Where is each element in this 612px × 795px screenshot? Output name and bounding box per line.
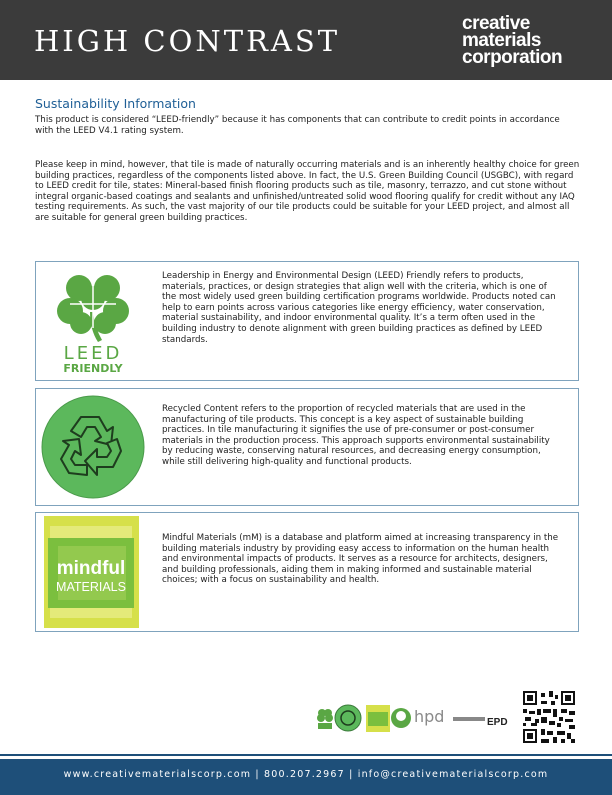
intro-paragraph: This product is considered “LEED-friendly” because it has components that can contribute to credit points in accordance with the LEED V4.1 rating system.: [35, 115, 560, 136]
recycled-info-box: [35, 388, 579, 506]
leed-info-box: [35, 261, 579, 381]
brand-line-3: corporation: [462, 47, 563, 68]
footer-bar: [0, 756, 612, 795]
mindful-description: Mindful Materials (mM) is a database and platform aimed at increasing transparency in the building materials industry by providing easy access to information on the human health and environmental impacts of products. It serves as a resource for architects, designers, and building professionals, aiding them in making informed and sustainable material choices; with a focus on sustainability and health.: [162, 533, 559, 586]
epd-icon: [453, 717, 508, 728]
brand-line-1: creative: [462, 13, 530, 34]
leed-clover-icon: [48, 268, 138, 374]
green-badge-icon: [391, 708, 411, 728]
section-heading: Sustainability Information: [35, 96, 196, 111]
brand-line-2: materials: [462, 30, 541, 51]
mindful-materials-icon: [44, 516, 139, 628]
hpd-icon: [414, 707, 444, 726]
recycle-small-icon: [335, 705, 361, 731]
epd-label: EPD: [487, 717, 508, 728]
brand-logo: [462, 15, 562, 66]
recycled-description: Recycled Content refers to the proportion of recycled materials that are used in the manufacturing of tile products. This concept is a key aspect of sustainable building practices. In tile manufacturing it signifies the use of pre-consumer or post-consumer materials in the production process. This approach supports environmental sustainability by reducing waste, conserving natural resources, and decreasing energy consumption, while still delivering high-quality and functional products.: [162, 404, 550, 467]
footer-contact: www.creativematerialscorp.com | 800.207.2967 | info@creativematerialscorp.com: [63, 769, 549, 780]
recycle-icon: [41, 395, 145, 499]
leed-small-icon: [317, 709, 333, 729]
page-title: HIGH CONTRAST: [34, 24, 341, 58]
tile-paragraph: Please keep in mind, however, that tile is made of naturally occurring materials and is an inherently healthy choice for green building practices, regardless of the components listed above. In fact, the U.S. Green Building Council (USGBC), with regard to LEED credit for tile, states: Mineral-based finish flooring products such as tile, masonry, terrazzo, and cut stone without integral organic-based coatings and sealants and unfinished/untreated solid wood flooring qualify for credit without any IAQ testing requirements. As such, the vast majority of our tile products could be suitable for your LEED project, and almost all are suitable for general green building practices.: [35, 160, 580, 223]
friendly-logo-word: FRIENDLY: [63, 362, 123, 374]
qr-code-icon: [523, 691, 575, 743]
materials-logo-word: MATERIALS: [56, 580, 126, 594]
hpd-label: hpd: [414, 707, 445, 726]
mindful-small-icon: [366, 705, 390, 732]
certification-logos: [313, 702, 518, 734]
leed-description: Leadership in Energy and Environmental Design (LEED) Friendly refers to products, materials, practices, or design strategies that align well with the criteria, which is one of the most widely used green building certification programs worldwide. Products noted can help to earn points across various categories like energy efficiency, water conservation, material sustainability, and indoor environmental quality. It’s a term often used in the building industry to denote alignment with green building practices as defined by LEED standards.: [162, 271, 556, 345]
mindful-logo-word: mindful: [56, 558, 126, 579]
mindful-info-box: [35, 512, 579, 632]
header-bar: [0, 0, 612, 80]
leed-logo-word: LEED: [63, 343, 123, 364]
